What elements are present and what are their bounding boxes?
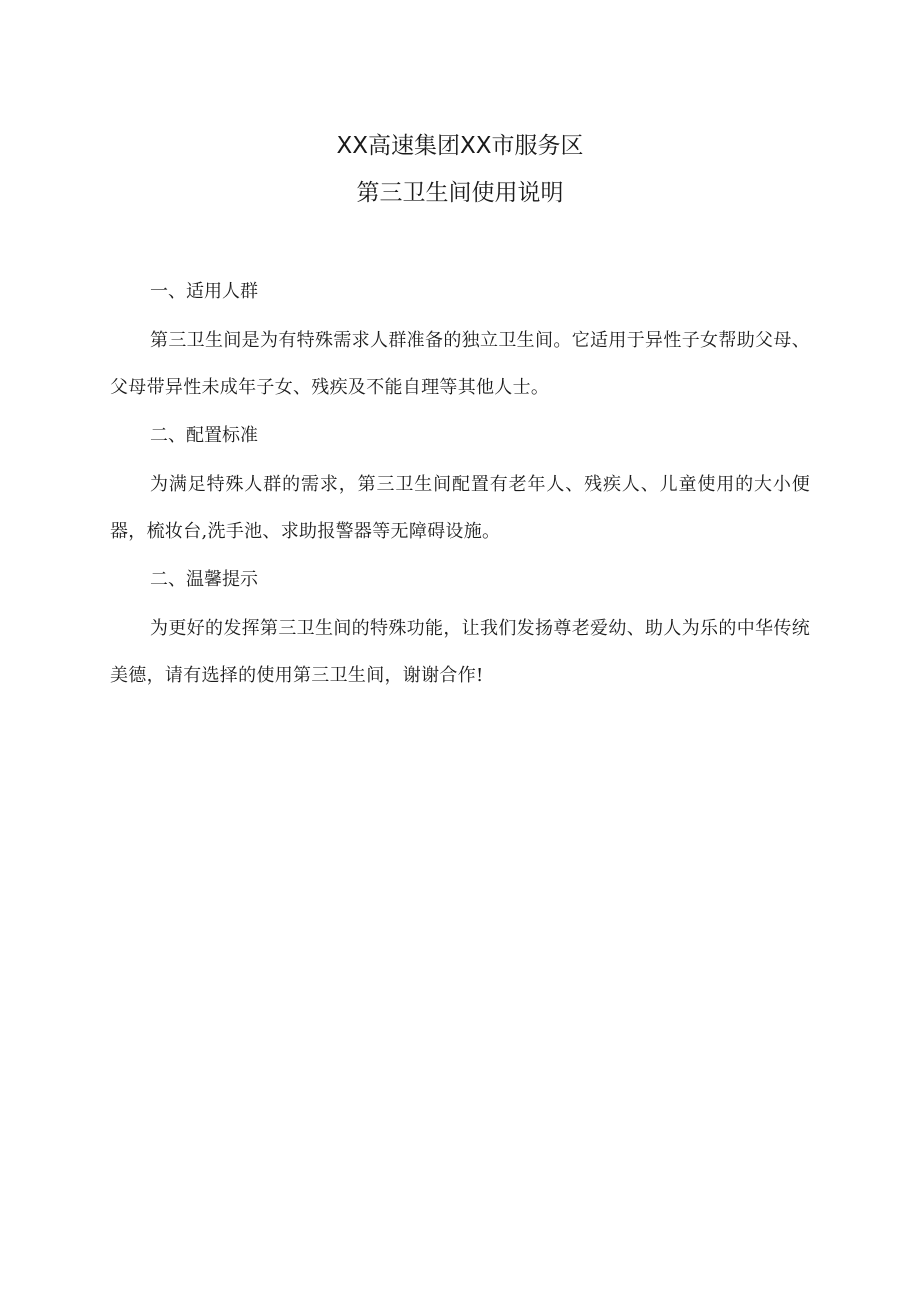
- section-paragraph: 为满足特殊人群的需求，第三卫生间配置有老年人、残疾人、儿童使用的大小便器，梳妆台,洗手池、求助报警器等无障碍设施。: [110, 474, 810, 542]
- section-heading: 一、适用人群: [150, 281, 258, 302]
- section-paragraph: 第三卫生间是为有特殊需求人群准备的独立卫生间。它适用于异性子女帮助父母、父母带异性未成年子女、残疾及不能自理等其他人士。: [110, 330, 810, 398]
- section-heading: 二、配置标准: [150, 425, 258, 446]
- section-heading: 二、温馨提示: [150, 569, 258, 590]
- document-subtitle: 第三卫生间使用说明: [356, 180, 564, 206]
- document-title: XX高速集团XX市服务区: [336, 133, 584, 159]
- section-paragraph: 为更好的发挥第三卫生间的特殊功能，让我们发扬尊老爱幼、助人为乐的中华传统美德，请有选择的使用第三卫生间，谢谢合作!: [110, 618, 810, 686]
